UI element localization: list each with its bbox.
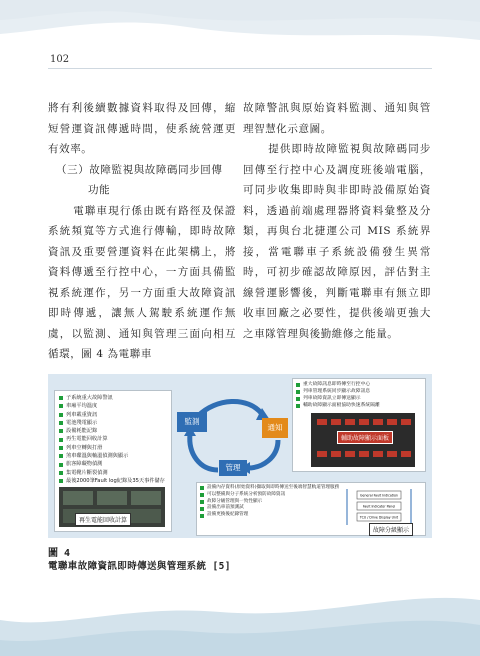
manage-box: [196, 482, 426, 536]
notify-box: [292, 378, 426, 472]
monitor-tag: 監測: [177, 412, 207, 432]
pyramid-label-2: Fault Indicator Panel: [362, 504, 396, 509]
list-item: 故障分級管理與一致性顯示: [200, 499, 339, 506]
list-item: 設備耗能記錄: [59, 427, 165, 435]
list-item: 子系統重大故障警訊: [59, 394, 165, 402]
list-item: 列車管理系統同步顯示故障訊息: [296, 388, 380, 395]
fault-panel-label: 輔助故障顯示面板: [337, 431, 393, 444]
list-item: 列車空轉與打滑: [59, 444, 165, 452]
figure-number: 圖 4: [48, 548, 71, 559]
list-item: 設備內存資料(原始資料)擷取與即時傳送至後端智慧軌道管理服務: [200, 485, 339, 492]
right-paragraph-2: 提供即時故障監視與故障碼同步回傳至行控中心及調度班後端電腦，可同步收集即時與非即時設備原始資料，透過前端處理器將資料彙整及分類，再與台北捷運公司 MIS 系統界接，當電聯車子系統設備發生異常時，可初步確認故障原因，評估對主線營運影響後，判斷電聯車有無立即收車回廠之必要性，提供後端更強大之車隊管理與後勤維修之能量。: [243, 143, 431, 340]
list-item: 再生電能回收計算: [59, 435, 165, 443]
section-subheading: （三）故障監視與故障碼同步回傳: [56, 163, 223, 176]
notify-tag: 通知: [262, 418, 288, 438]
monitor-list: [59, 394, 165, 485]
manage-tag: 管理: [219, 460, 247, 476]
left-paragraph-1: 將有利後續數據資料取得及回傳，縮短營運資訊傳遞時間，使系統營運更有效率。: [48, 102, 236, 155]
fault-panel-screen: [311, 413, 415, 467]
list-item: 設備更換後紀錄管理: [200, 512, 339, 519]
list-item: 重大故障訊息即時傳至行控中心: [296, 381, 380, 388]
list-item: 集電靴片斷裂偵測: [59, 469, 165, 477]
notify-list: [296, 381, 380, 409]
page-number: 102: [50, 54, 70, 65]
list-item: 設備出車前預測試: [200, 505, 339, 512]
pyramid-label-1: General Fault Indication: [360, 493, 398, 498]
list-item: 列車載重資訊: [59, 411, 165, 419]
manage-list: [200, 485, 339, 519]
fault-level-label: 故障分級顯示: [369, 523, 413, 536]
list-item: 旅客障礙物偵測: [59, 460, 165, 468]
right-paragraph-1: 故障警訊與原始資料監測、通知與管理智慧化示意圖。: [243, 102, 431, 135]
list-item: 輔助故障顯示面板協助快速系統隔離: [296, 402, 380, 409]
regen-screen: [59, 487, 165, 527]
regen-label: 再生電能回收計算: [75, 513, 131, 526]
pyramid-label-3: TCU / Drive Display Unit: [359, 515, 399, 520]
list-item: 電池殘電顯示: [59, 419, 165, 427]
figure-caption: 電聯車故障資訊即時傳送與管理系統 [5]: [48, 561, 231, 572]
list-item: 煞車碟溫與軸溫偵測與顯示: [59, 452, 165, 460]
left-column: [48, 98, 236, 365]
header-rule: [48, 68, 432, 69]
list-item: 最後2000筆Fault log紀錄及35天事件儲存: [59, 477, 165, 485]
section-subheading-cont: 功能: [88, 184, 111, 196]
right-column: [243, 98, 431, 344]
figure-4: [48, 374, 432, 538]
list-item: 可以整備與分子系統分析預防故障資訊: [200, 492, 339, 499]
list-item: 車廂平均溫度: [59, 402, 165, 410]
left-paragraph-2: 電聯車現行係由既有路徑及保證系統頻寬等方式進行傳輸，即時故障資訊及重要營運資料在此架構上，將資料傳遞至行控中心，一方面具備監視系統運作，另一方面重大故障資訊即時傳遞，讓無人駕駛系統運作無虞，以監測、通知與管理三面向相互循環，圖 4 為電聯車: [48, 204, 236, 360]
list-item: 列車故障資訊立即傳送顯示: [296, 395, 380, 402]
monitor-box: [54, 390, 172, 532]
